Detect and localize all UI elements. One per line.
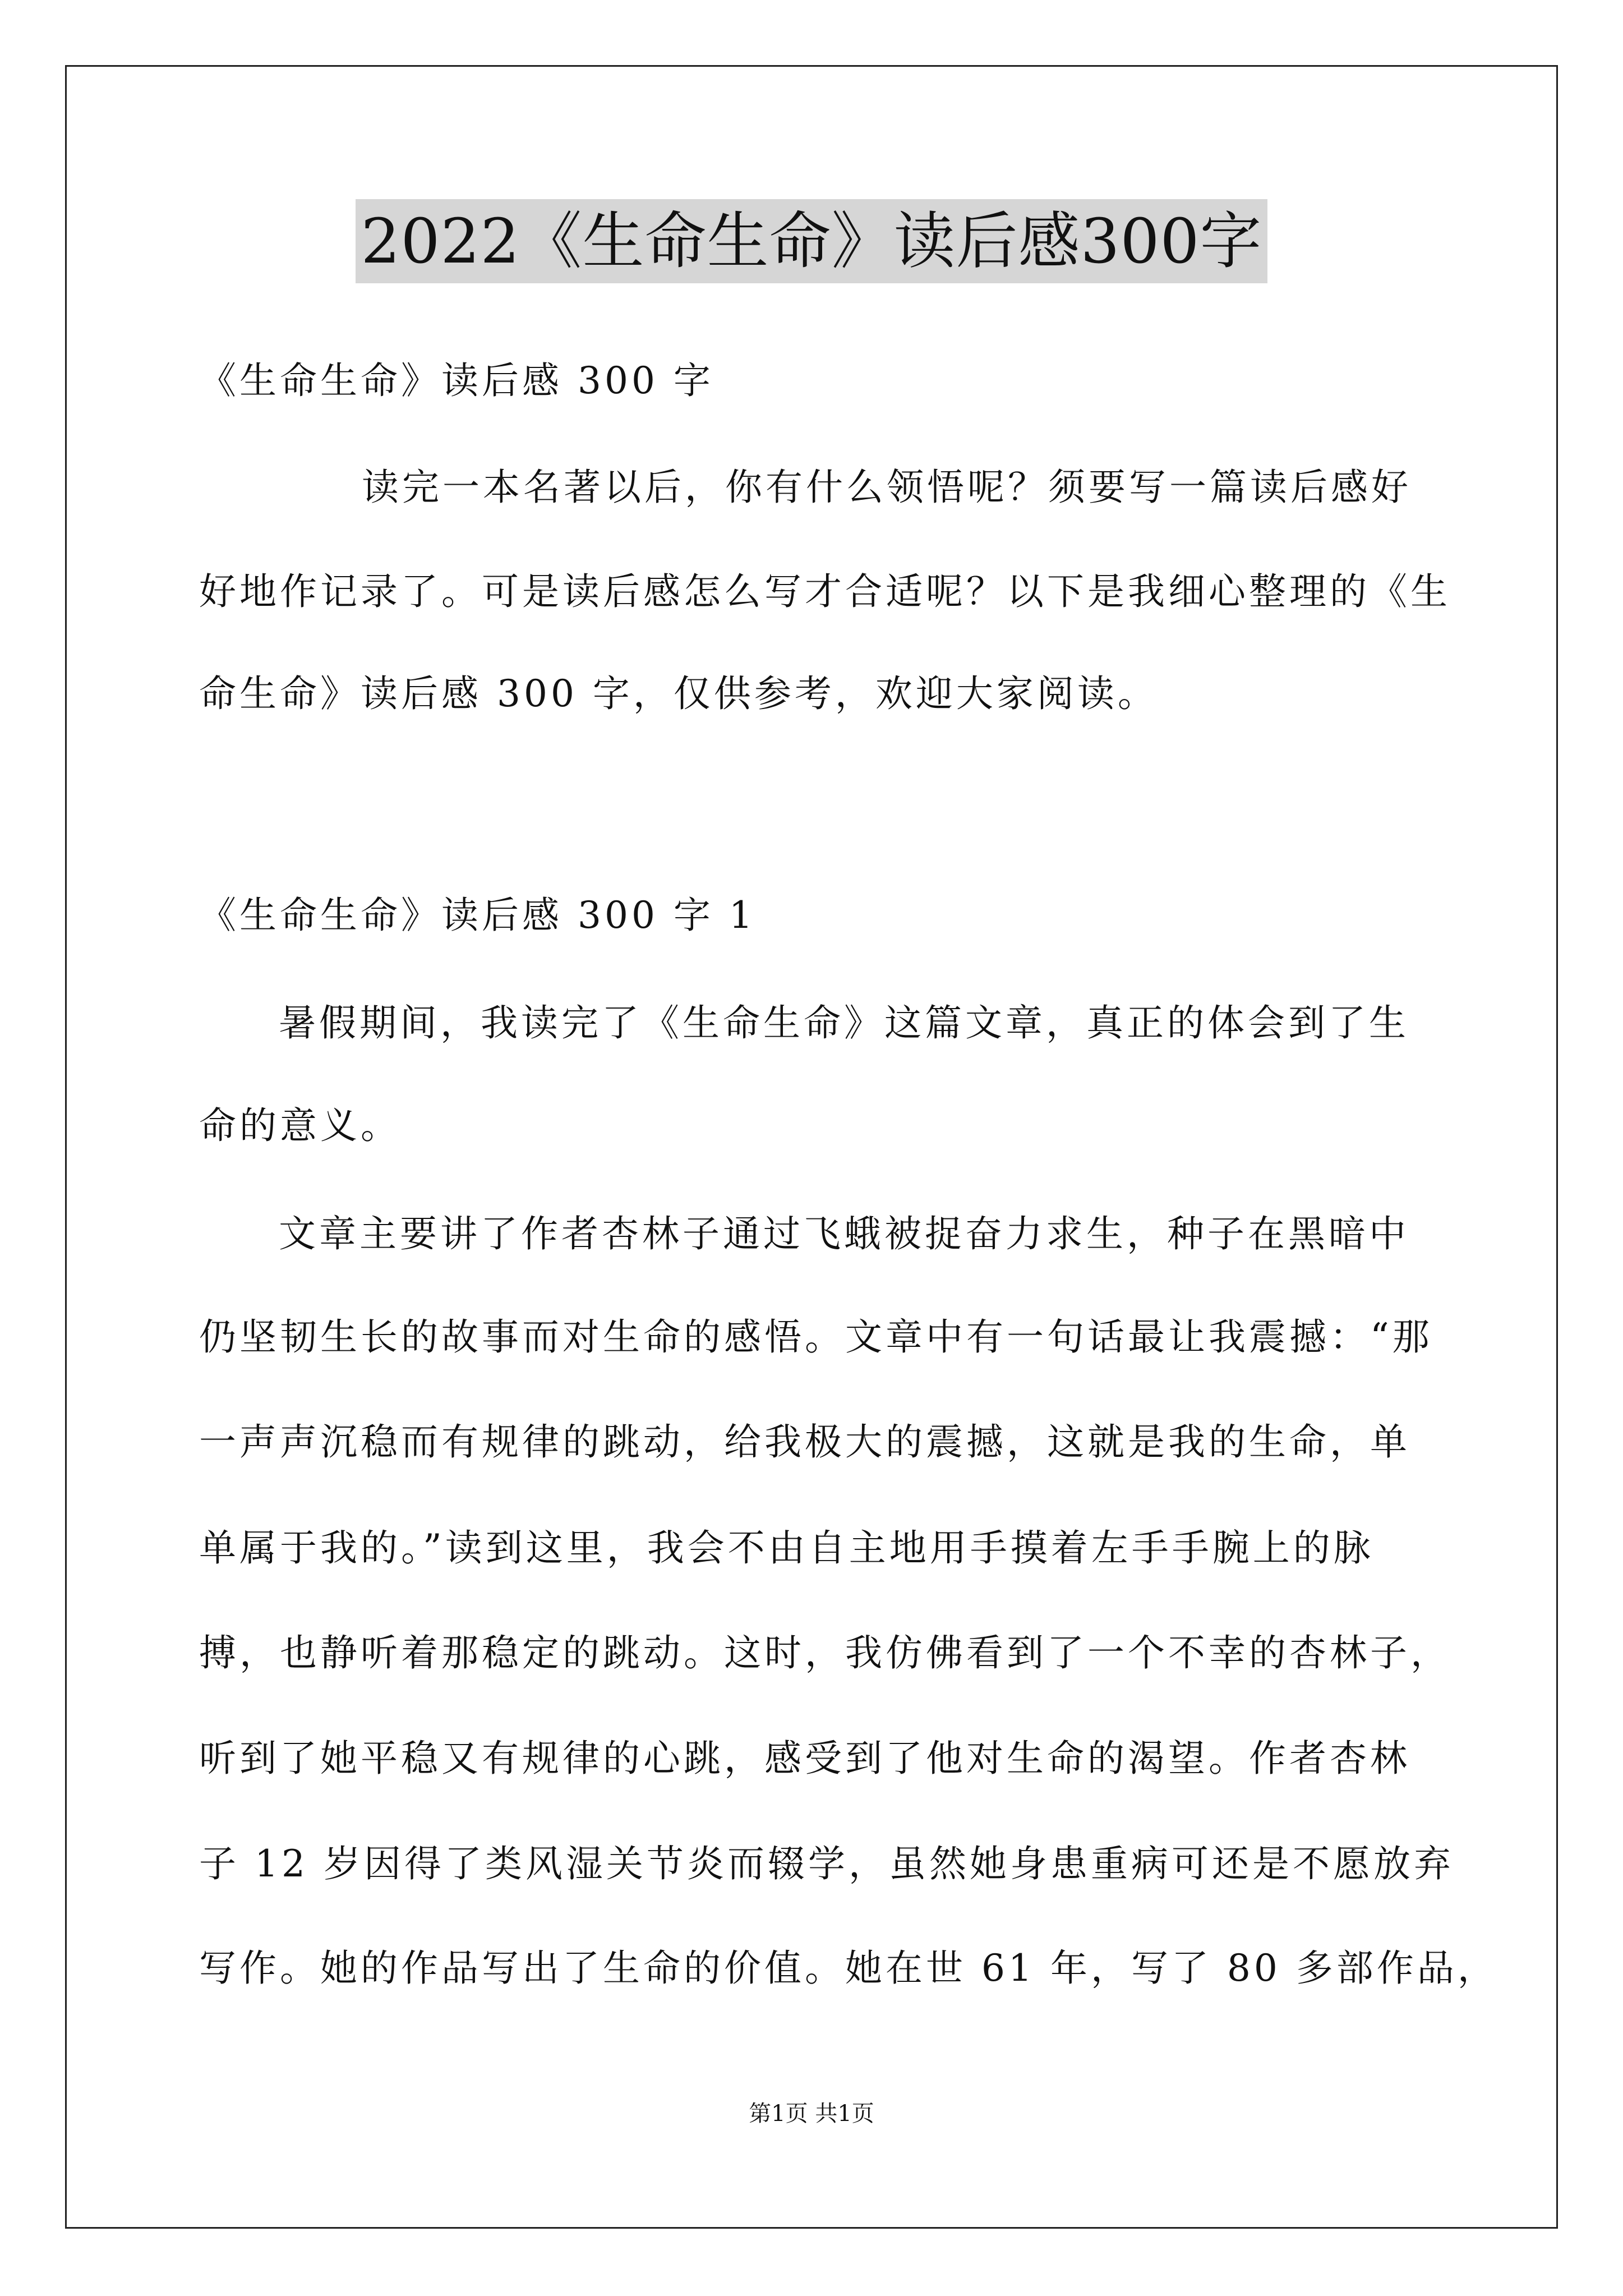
- subtitle: 《生命生命》读后感 300 字: [199, 359, 714, 402]
- paragraph-line: 暑假期间，我读完了《生命生命》这篇文章，真正的体会到了生: [279, 1001, 1409, 1045]
- paragraph-line: 仍坚韧生长的故事而对生命的感悟。文章中有一句话最让我震撼：“那: [199, 1315, 1433, 1359]
- paragraph-line: 搏，也静听着那稳定的跳动。这时，我仿佛看到了一个不幸的杏林子，: [199, 1631, 1451, 1674]
- page-number-footer: 第1页 共1页: [749, 2101, 874, 2127]
- paragraph-line: 听到了她平稳又有规律的心跳，感受到了他对生命的渴望。作者杏林: [199, 1737, 1410, 1780]
- paragraph-line: 文章主要讲了作者杏林子通过飞蛾被捉奋力求生，种子在黑暗中: [279, 1212, 1409, 1255]
- intro-line: 命生命》读后感 300 字，仅供参考，欢迎大家阅读。: [199, 672, 1158, 715]
- intro-line: 读完一本名著以后，你有什么领悟呢？须要写一篇读后感好: [362, 466, 1412, 509]
- paragraph-line: 写作。她的作品写出了生命的价值。她在世 61 年，写了 80 多部作品，: [199, 1947, 1498, 1990]
- section-heading: 《生命生命》读后感 300 字 1: [199, 894, 756, 937]
- paragraph-line: 命的意义。: [199, 1104, 401, 1147]
- intro-line: 好地作记录了。可是读后感怎么写才合适呢？以下是我细心整理的《生: [199, 570, 1451, 613]
- paragraph-line: 单属于我的。”读到这里，我会不由自主地用手摸着左手手腕上的脉: [199, 1526, 1374, 1570]
- paragraph-line: 一声声沉稳而有规律的跳动，给我极大的震撼，这就是我的生命，单: [199, 1420, 1410, 1464]
- document-title: 2022《生命生命》读后感300字: [356, 199, 1268, 283]
- title-container: [0, 199, 1623, 283]
- paragraph-line: 子 12 岁因得了类风湿关节炎而辍学，虽然她身患重病可还是不愿放弃: [199, 1842, 1454, 1885]
